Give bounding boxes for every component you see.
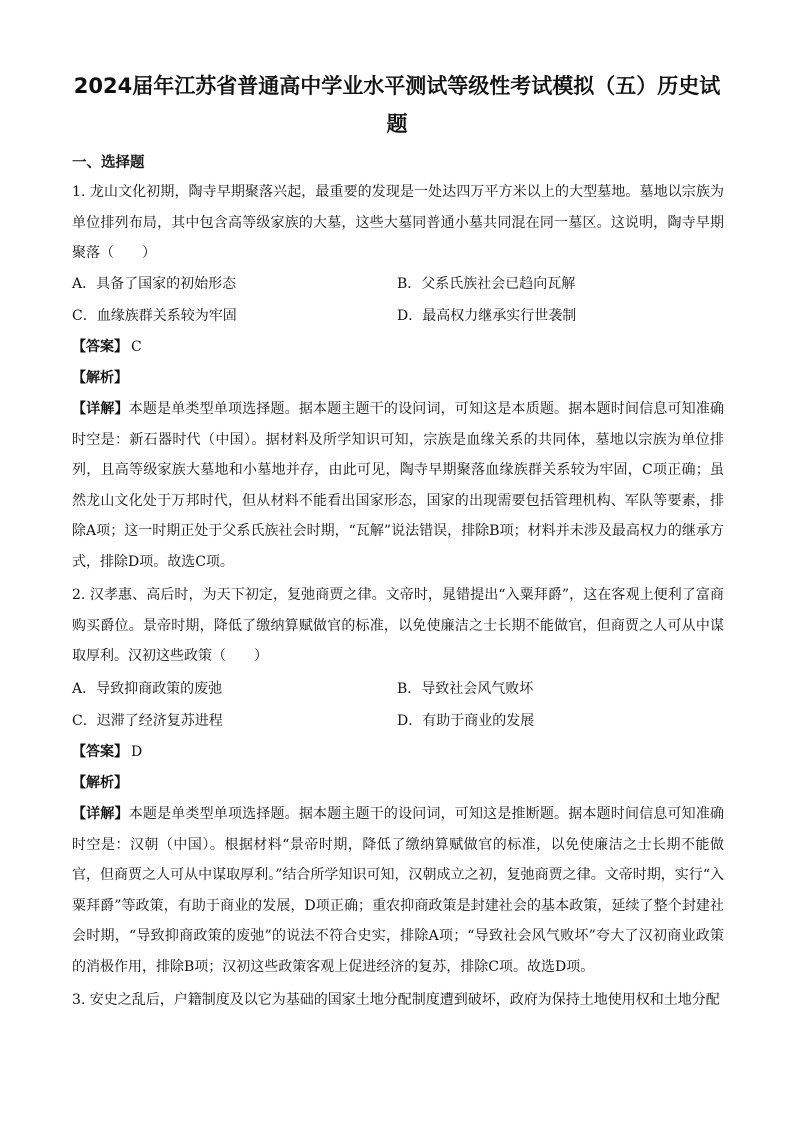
q1-analysis-label [72,368,128,388]
document-title-line-1: 2024届年江苏省普通高中学业水平测试等级性考试模拟（五）历史试 [73,74,721,98]
question-3-stem: 3. 安史之乱后，户籍制度及以它为基础的国家土地分配制度遭到破坏，政府为保持土地使用权和土地分配 [72,992,720,1008]
q1-answer [72,337,142,357]
q1-detail-text: 本题是单类型单项选择题。据本题主题干的设问词，可知这是本质题。据本题时间信息可知准确时空是：新石器时代（中国）。据材料及所学知识可知，宗族是血缘关系的共同体，墓地以宗族为单位排列，且高等级家族大墓地和小墓地并存，由此可见，陶寺早期聚落血缘族群关系较为牢固，C项正确；虽然龙山文化处于万邦时代，但从材料不能看出国家形态，国家的出现需要包括管理机构、军队等要素，排除A项；这一时期正处于父系氏族社会时期，“瓦解”说法错误，排除B项；材料并未涉及最高权力的继承方式，排除D项。故选C项。 [72,401,725,570]
section-heading: 一、选择题 [72,155,145,171]
document-title-line-2: 题 [386,112,408,136]
q2-detail-text: 本题是单类型单项选择题。据本题主题干的设问词，可知这是推断题。据本题时间信息可知准确时空是：汉朝（中国）。根据材料“景帝时期，降低了缴纳算赋做官的标准，以免使廉洁之士长期不能做官，但商贾之人可从中谋取厚利。”结合所学知识可知，汉朝成立之初，复弛商贾之律。文帝时期，实行“入粟拜爵”等政策，有助于商业的发展，D项正确；重农抑商政策是封建社会的基本政策，延续了整个封建社会时期，“导致抑商政策的废弛”的说法不符合史实，排除A项；“导致社会风气败坏”夸大了汉初商业政策的消极作用，排除B项；汉初这些政策客观上促进经济的复苏，排除C项。故选D项。 [72,806,725,975]
q2-answer [72,742,142,762]
q1-detail [72,394,724,577]
q1-option-d: D．最高权力继承实行世袭制 [397,308,577,324]
q2-option-b: B．导致社会风气败坏 [397,681,534,697]
q1-option-b: B．父系氏族社会已趋向瓦解 [397,276,576,292]
q2-option-c: C．迟滞了经济复苏进程 [72,713,223,729]
question-1-stem: 1. 龙山文化初期，陶寺早期聚落兴起，最重要的发现是一处达四万平方米以上的大型墓地。墓地以宗族为单位排列布局，其中包含高等级家族的大墓，这些大墓同普通小墓共同混在同一墓区。这说明，陶寺早期聚落（ ） [72,184,724,261]
detail-label: 【详解】 [72,401,129,417]
question-2-stem: 2. 汉孝惠、高后时，为天下初定，复弛商贾之律。文帝时，晁错提出“入粟拜爵”，这在客观上便利了富商购买爵位。景帝时期，降低了缴纳算赋做官的标准，以免使廉洁之士长期不能做官，但商贾之人可从中谋取厚利。汉初这些政策（ ） [72,587,724,664]
detail-label: 【详解】 [72,806,129,822]
analysis-label: 【解析】 [72,370,128,386]
q2-option-d: D．有助于商业的发展 [397,713,535,729]
q2-detail [72,799,724,982]
answer-value: D [131,744,143,760]
analysis-label: 【解析】 [72,775,128,791]
answer-label: 【答案】 [72,339,128,355]
q2-option-a: A．导致抑商政策的废弛 [72,681,223,697]
q1-option-c: C．血缘族群关系较为牢固 [72,308,237,324]
answer-label: 【答案】 [72,744,128,760]
q2-analysis-label [72,773,128,793]
q1-option-a: A．具备了国家的初始形态 [72,276,237,292]
answer-value: C [131,339,142,355]
